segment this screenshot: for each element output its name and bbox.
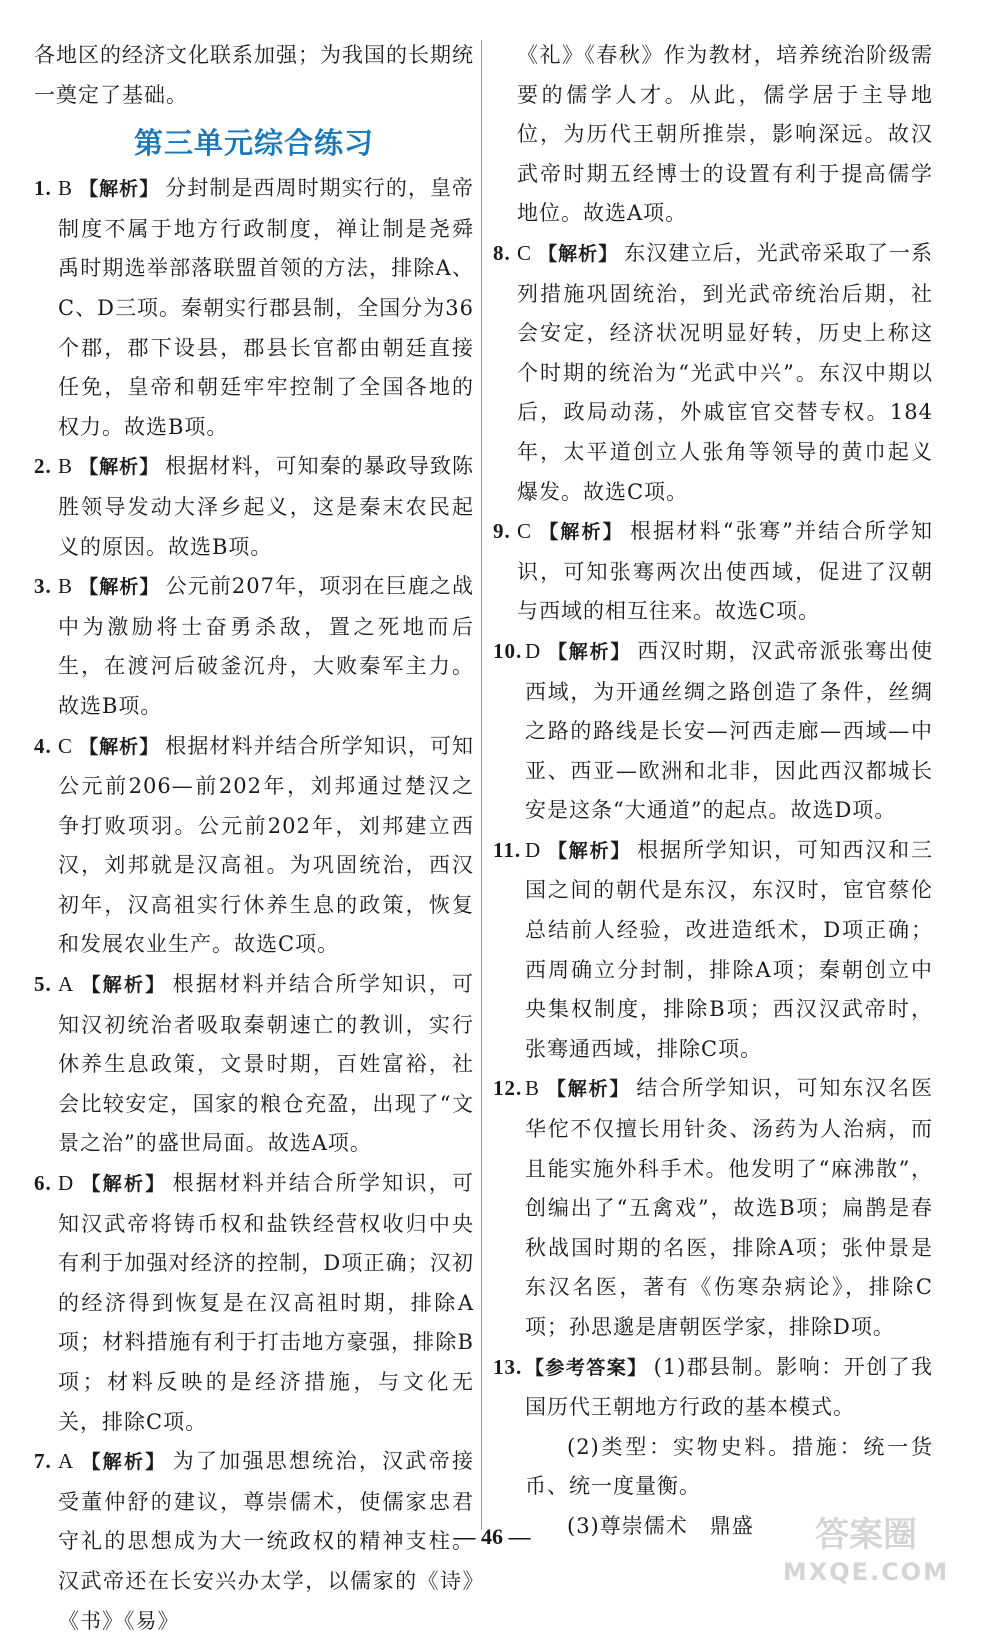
analysis-tag: 【解析】 xyxy=(80,1451,167,1474)
item-number: 12. xyxy=(493,1076,523,1101)
answer-letter: D xyxy=(525,638,542,663)
answer-item-1 xyxy=(34,169,474,447)
item-number: 5. xyxy=(34,972,52,997)
analysis-tag: 【解析】 xyxy=(547,640,632,663)
analysis-text: 根据材料并结合所学知识，可知汉武帝将铸币权和盐铁经营权收归中央有利于加强对经济的控制，D项正确；汉初的经济得到恢复是在汉高祖时期，排除A项；材料措施有利于打击地方豪强，排除B项；材料反映的是经济措施，与文化无关，排除C项。 xyxy=(58,1171,474,1434)
watermark-logo xyxy=(776,1508,956,1588)
analysis-tag: 【解析】 xyxy=(538,242,619,265)
answer-letter: C xyxy=(517,519,533,544)
item-number: 7. xyxy=(34,1449,52,1474)
answer-item-7-continued xyxy=(493,36,933,234)
analysis-tag: 【解析】 xyxy=(79,735,160,758)
item-number: 8. xyxy=(493,240,511,265)
analysis-text: 根据材料并结合所学知识，可知汉初统治者吸取秦朝速亡的教训，实行休养生息政策，文景时期，百姓富裕，社会比较安定，国家的粮仓充盈，出现了“文景之治”的盛世局面。故选A项。 xyxy=(58,972,474,1156)
analysis-text: 根据材料，可知秦的暴政导致陈胜领导发动大泽乡起义，这是秦末农民起义的原因。故选B项。 xyxy=(58,454,474,559)
answer-letter: B xyxy=(58,574,74,599)
analysis-text: 根据所学知识，可知西汉和三国之间的朝代是东汉，东汉时，宦官蔡伦总结前人经验，改进造纸术，D项正确；西周确立分封制，排除A项；秦朝创立中央集权制度，排除B项；西汉汉武帝时，张骞通西域，排除C项。 xyxy=(525,837,933,1061)
answer-letter: B xyxy=(58,176,74,201)
analysis-tag: 【解析】 xyxy=(546,1078,631,1101)
item-number: 3. xyxy=(34,574,52,599)
answer-item-2 xyxy=(34,447,474,567)
answer-item-4 xyxy=(34,727,474,966)
item-number: 1. xyxy=(34,176,52,201)
answer-part-3: (3)尊崇儒术 鼎盛 xyxy=(567,1513,754,1538)
answer-item-8 xyxy=(493,234,933,512)
item-number: 10. xyxy=(493,638,523,663)
analysis-text: 结合所学知识，可知东汉名医华佗不仅擅长用针灸、汤药为人治病，而且能实施外科手术。他发明了“麻沸散”，创编出了“五禽戏”，故选B项；扁鹊是春秋战国时期的名医，排除A项；张仲景是东汉名医，著有《伤寒杂病论》，排除C项；孙思邈是唐朝医学家，排除D项。 xyxy=(525,1076,933,1339)
item-number: 13. xyxy=(493,1354,523,1379)
analysis-text: 根据材料并结合所学知识，可知公元前206—前202年，刘邦通过楚汉之争打败项羽。公元前202年，刘邦建立西汉，刘邦就是汉高祖。为巩固统治，西汉初年，汉高祖实行休养生息的政策，恢复和发展农业生产。故选C项。 xyxy=(58,733,474,957)
answer-letter: C xyxy=(58,733,74,758)
analysis-tag: 【解析】 xyxy=(80,1173,167,1196)
answer-letter: C xyxy=(517,240,533,265)
watermark-url: MXQE.COM xyxy=(782,1558,950,1586)
answer-part-1: (1)郡县制。影响：开创了我国历代王朝地方行政的基本模式。 xyxy=(525,1354,933,1420)
answer-item-9 xyxy=(493,512,933,632)
answer-letter: A xyxy=(58,972,75,997)
item-number: 11. xyxy=(493,837,522,862)
answer-item-11 xyxy=(493,831,933,1070)
analysis-text-part2: 《礼》《春秋》作为教材，培养统治阶级需要的儒学人才。从此，儒学居于主导地位，为历代王朝所推崇，影响深远。故汉武帝时期五经博士的设置有利于提高儒学地位。故选A项。 xyxy=(517,43,933,226)
analysis-tag: 【解析】 xyxy=(547,839,632,862)
answer-part-2: (2)类型：实物史料。措施：统一货币、统一度量衡。 xyxy=(525,1434,933,1499)
right-column xyxy=(493,36,933,1547)
reference-answer-tag: 【参考答案】 xyxy=(525,1356,648,1379)
answer-letter: B xyxy=(58,454,74,479)
answer-item-12 xyxy=(493,1069,933,1347)
analysis-text: 根据材料“张骞”并结合所学知识，可知张骞两次出使西域，促进了汉朝与西域的相互往来。故选C项。 xyxy=(517,519,933,624)
analysis-tag: 【解析】 xyxy=(79,456,160,479)
answer-letter: D xyxy=(58,1171,75,1196)
item-number: 4. xyxy=(34,733,52,758)
answer-item-3 xyxy=(34,567,474,726)
answer-item-5 xyxy=(34,965,474,1164)
analysis-tag: 【解析】 xyxy=(80,974,167,997)
item-number: 2. xyxy=(34,454,52,479)
analysis-text: 公元前207年，项羽在巨鹿之战中为激励将士奋勇杀敌，置之死地而后生，在渡河后破釜沉舟，大败秦军主力。故选B项。 xyxy=(58,574,474,718)
item-number: 9. xyxy=(493,519,511,544)
answer-letter: B xyxy=(525,1076,541,1101)
watermark-text: 答案圈 xyxy=(815,1515,917,1555)
analysis-tag: 【解析】 xyxy=(79,178,160,201)
analysis-text: 东汉建立后，光武帝采取了一系列措施巩固统治，到光武帝统治后期，社会安定，经济状况明显好转，历史上称这个时期的统治为“光武中兴”。东汉中期以后，政局动荡，外戚宦官交替专权。184年，太平道创立人张角等领导的黄巾起义爆发。故选C项。 xyxy=(517,240,933,504)
analysis-text-part1: 为了加强思想统治，汉武帝接受董仲舒的建议，尊崇儒术，使儒家忠君守礼的思想成为大一统政权的精神支柱。汉武帝还在长安兴办太学，以儒家的《诗》《书》《易》 xyxy=(58,1449,474,1633)
section-title: 第三单元综合练习 xyxy=(133,126,374,161)
answer-item-6 xyxy=(34,1164,474,1442)
analysis-text: 西汉时期，汉武帝派张骞出使西域，为开通丝绸之路创造了条件，丝绸之路的路线是长安—河西走廊—西域—中亚、西亚—欧洲和北非，因此西汉都城长安是这条“大通道”的起点。故选D项。 xyxy=(525,638,933,823)
item-number: 6. xyxy=(34,1171,52,1196)
analysis-tag: 【解析】 xyxy=(538,521,624,544)
page-number: — 46 — xyxy=(453,1524,531,1549)
intro-text: 各地区的经济文化联系加强；为我国的长期统一奠定了基础。 xyxy=(34,43,474,107)
analysis-text: 分封制是西周时期实行的，皇帝制度不属于地方行政制度，禅让制是尧舜禹时期选举部落联盟首领的方法，排除A、C、D三项。秦朝实行郡县制，全国分为36个郡，郡下设县，郡县长官都由朝廷直接任免，皇帝和朝廷牢牢控制了全国各地的权力。故选B项。 xyxy=(58,176,474,439)
analysis-tag: 【解析】 xyxy=(79,576,160,599)
answer-letter: D xyxy=(525,837,542,862)
answer-item-10 xyxy=(493,632,933,831)
answer-letter: A xyxy=(58,1449,75,1474)
left-column xyxy=(34,36,474,1641)
column-divider xyxy=(481,40,482,1530)
